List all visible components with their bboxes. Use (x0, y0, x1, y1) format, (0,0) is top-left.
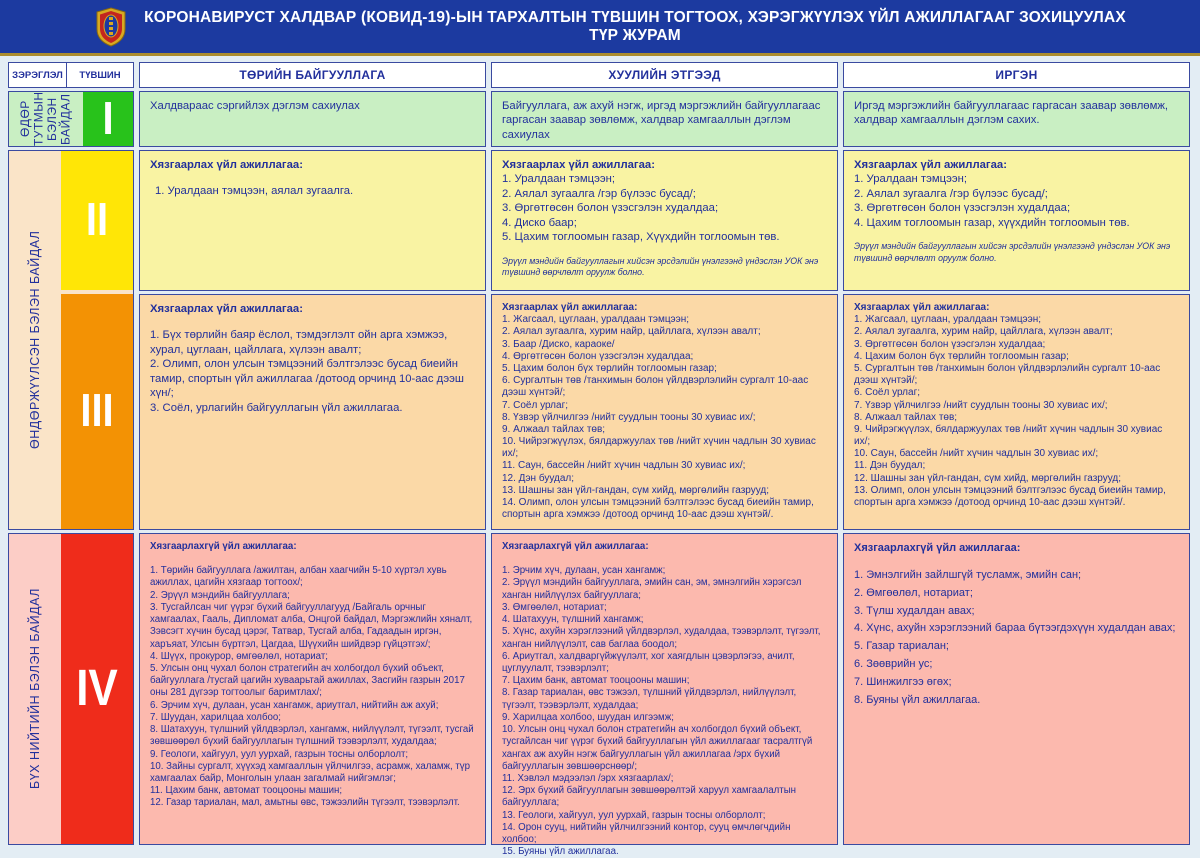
gold-divider (0, 53, 1200, 56)
list-item: 8. Шатахуун, түлшний үйлдвэрлэл, хангамж, нийлүүлэлт, түгээлт, тусгай зөвшөөрөл бүхий байгууллагын түлшний тээвэрлэлт, худалдаа; (150, 724, 474, 748)
list-item: 3. Өмгөөлөл, нотариат; (502, 601, 607, 613)
cell-level2-citizen (843, 150, 1190, 291)
readiness-group-public-label: БҮХ НИЙТИЙН БЭЛЭН БАЙДАЛ (28, 588, 42, 790)
list-item: 2. Аялал зугаалга, хурим найр, цайллага, хүлээн авалт; (502, 326, 761, 338)
cell-level1-legal-entity (491, 91, 838, 147)
cell-level3-citizen (843, 294, 1190, 530)
list-item: 7. Цахим банк, автомат тооцооны машин; (502, 675, 690, 687)
list-item: 13. Олимп, олон улсын тэмцээний бэлтгэлээс бусад биеийн тамир, спортын арга хэмжээ /дотоод орчинд 10-аас дээш хүнтэй/. (854, 484, 1166, 508)
list-item: 3. Өргөтгөсөн болон үзэсгэлэн худалдаа; (854, 338, 1046, 350)
list-item: 10. Саун, бассейн /нийт хүчин чадлын 30 хувиас их/; (854, 448, 1099, 460)
emergency-shield-logo-icon (95, 7, 127, 47)
list-item: 2. Өмгөөлөл, нотариат; (854, 586, 973, 599)
list-item: 7. Үзвэр үйлчилгээ /нийт суудлын тооны 30 хувиас их/; (854, 399, 1108, 411)
list-item: 4. Өргөтгөсөн болон үзэсгэлэн худалдаа; (502, 350, 694, 362)
list-item: 2. Аялал зугаалга /гэр бүлээс бусад/; (502, 187, 696, 200)
list-item: 12. Дэн буудал; (502, 472, 575, 484)
restriction-list (502, 314, 827, 521)
cell-heading: Хязгаарлахгүй үйл ажиллагаа: (502, 541, 649, 552)
list-item: 1. Уралдаан тэмцээн; (854, 173, 968, 186)
list-item: 10. Зайны сургалт, хүүхэд хамгааллын үйлчилгээ, асрамж, халамж, түр хамгаалах байр, Монголын улаан загалмай нийгэмлэг; (150, 760, 471, 784)
column-header-citizen: ИРГЭН (843, 62, 1190, 88)
risk-assessment-note: Эрүүл мэндийн байгууллагын хийсэн эрсдэлийн үнэлгээнд үндэслэн УОК энэ түвшинд өөрчлөлт оруулж болно. (502, 255, 819, 278)
list-item: 5. Хүнс, ахуйн хэрэглээний үйлдвэрлэл, худалдаа, тээвэрлэлт, түгээлт, ханган нийлүүлэлт, сав баглаа боодол; (502, 626, 821, 650)
cell-heading: Хязгаарлах үйл ажиллагаа: (150, 303, 303, 315)
list-item: 11. Саун, бассейн /нийт хүчин чадлын 30 хувиас их/; (502, 460, 746, 472)
restriction-list (854, 314, 1179, 509)
list-item: 2. Олимп, олон улсын тэмцээний бэлтгэлээс бусад биеийн тамир, спортын үйл ажиллагаа /дотоод орчинд 10-аас дээш хүн/; (150, 358, 464, 400)
list-item: 13. Геологи, хайгуул, уул уурхай, газрын тосны олборлолт; (502, 809, 766, 821)
cell-heading: Хязгаарлах үйл ажиллагаа: (502, 302, 638, 313)
allowed-activity-list (854, 568, 1179, 708)
cell-level2-state-org (139, 150, 486, 291)
list-item: 6. Сургалтын төв /танхимын болон үйлдвэрлэлийн сургалт 10-аас дээш хүнтэй/; (502, 375, 809, 399)
cell-level1-state-org (139, 91, 486, 147)
list-item: 3. Түлш худалдан авах; (854, 604, 975, 617)
readiness-group-daily-label: ӨДӨР ТУТМЫН БЭЛЭН БАЙДАЛ (18, 91, 73, 147)
list-item: 4. Цахим болон бүх төрлийн тоглоомын газар; (854, 350, 1069, 362)
list-item: 2. Эрүүл мэндийн байгууллага; (150, 589, 290, 601)
cell-heading: Хязгаарлах үйл ажиллагаа: (854, 159, 1007, 171)
list-item: 4. Шатахуун, түлшний хангамж; (502, 614, 644, 626)
allowed-activity-list (150, 565, 475, 809)
list-item: 7. Шуудан, харилцаа холбоо; (150, 711, 281, 723)
cell-heading: Хязгаарлахгүй үйл ажиллагаа: (150, 541, 297, 552)
list-item: 11. Хэвлэл мэдээлэл /эрх хязгаарлах/; (502, 772, 674, 784)
risk-assessment-note: Эрүүл мэндийн байгууллагын хийсэн эрсдэлийн үнэлгээнд үндэслэн УОК энэ түвшинд өөрчлөлт оруулж болно. (854, 241, 1171, 263)
list-item: 10. Чийрэгжүүлэх, бялдаржуулах төв /нийт хүчин чадлын 30 хувиас их/; (502, 436, 816, 460)
cell-level4-state-org (139, 533, 486, 845)
list-item: 14. Орон сууц, нийтийн үйлчилгээний контор, сууц өмчлөгчдийн холбоо; (502, 821, 791, 846)
list-item: 11. Цахим банк, автомат тооцооны машин; (150, 785, 343, 797)
cell-heading: Хязгаарлахгүй үйл ажиллагаа: (854, 542, 1021, 554)
column-header-level: ТҮВШИН (79, 69, 121, 81)
list-item: 11. Дэн буудал; (854, 460, 926, 472)
page-title: КОРОНАВИРУСТ ХАЛДВАР (КОВИД-19)-ЫН ТАРХАЛТЫН ТҮВШИН ТОГТООХ, ХЭРЭГЖҮҮЛЭХ ҮЙЛ АЖИЛЛАГААГ ЗОХИЦУУЛАХ ТҮР ЖУРАМ (144, 8, 1126, 44)
column-header-state-org: ТӨРИЙН БАЙГУУЛЛАГА (139, 62, 486, 88)
cell-level3-legal-entity (491, 294, 838, 530)
list-item: 9. Харилцаа холбоо, шуудан илгээмж; (502, 711, 674, 723)
list-item: 12. Эрх бүхий байгууллагын зөвшөөрөлтэй харуул хамгаалалтын байгууллага; (502, 785, 797, 809)
cell-level4-citizen (843, 533, 1190, 845)
list-item: 3. Баар /Диско, караоке/ (502, 338, 615, 350)
list-item: 5. Сургалтын төв /танхимын болон үйлдвэрлэлийн сургалт 10-аас дээш хүнтэй/; (854, 362, 1161, 387)
list-item: 12. Шашны зан үйл-гандан, сүм хийд, мөргөлийн газрууд; (854, 472, 1122, 484)
level-badge-4-text: IV (76, 660, 118, 717)
sidebar-header (8, 62, 134, 88)
list-item: 1. Эрчим хүч, дулаан, усан хангамж; (502, 565, 666, 577)
list-item: 4. Шүүх, прокурор, өмгөөлөл, нотариат; (150, 650, 328, 662)
list-item: 1. Уралдаан тэмцээн, аялал зугаалга. (155, 185, 354, 198)
cell-heading: Хязгаарлах үйл ажиллагаа: (854, 302, 990, 313)
list-item: 2. Аялал зугаалга, хурим найр, цайллага, хүлээн авалт; (854, 326, 1113, 338)
cell-level2-legal-entity (491, 150, 838, 291)
list-item: 1. Жагсаал, цуглаан, уралдаан тэмцээн; (502, 314, 690, 326)
restriction-list (854, 172, 1179, 230)
column-header-legal-entity: ХУУЛИЙН ЭТГЭЭД (491, 62, 838, 88)
list-item: 4. Цахим тоглоомын газар, хүүхдийн тоглоомын төв. (854, 216, 1130, 229)
level-badge-2-text: II (85, 194, 109, 246)
list-item: 6. Соёл урлаг; (854, 387, 921, 399)
list-item: 8. Буяны үйл ажиллагаа. (854, 693, 981, 706)
list-item: 5. Газар тариалан; (854, 640, 949, 653)
list-item: 1. Бүх төрлийн баяр ёслол, тэмдэглэлт ойн арга хэмжээ, хурал, цуглаан, цайллага, хүлээн авалт; (150, 329, 448, 356)
list-item: 12. Газар тариалан, мал, амьтны өвс, тэжээлийн түгээлт, тээвэрлэлт. (150, 797, 460, 809)
list-item: 3. Өргөтгөсөн болон үзэсгэлэн худалдаа; (854, 202, 1071, 215)
list-item: 3. Өргөтгөсөн болон үзэсгэлэн худалдаа; (502, 202, 719, 215)
allowed-activity-list (502, 565, 827, 858)
list-item: 5. Улсын онц чухал болон стратегийн ач холбогдол бүхий объект, байгууллага /тусгай цагийн хуваарьтай ажиллах, Засгийн газрын 2017 оны 281 дүгээр тогтоолыг баримтлах/; (150, 662, 465, 699)
list-item: 9. Алжаал тайлах төв; (502, 423, 606, 435)
level-badge-2 (61, 151, 133, 290)
list-item: 4. Диско баар; (502, 216, 577, 229)
readiness-group-daily (8, 91, 134, 147)
level-badge-1-text: I (102, 93, 114, 144)
list-item: 4. Хүнс, ахуйн хэрэглээний бараа бүтээгдэхүүн худалдан авах; (854, 622, 1176, 635)
levels-table (8, 62, 1192, 858)
list-item: 6. Зөөврийн ус; (854, 658, 933, 671)
list-item: 15. Буяны үйл ажиллагаа. (502, 846, 619, 858)
list-item: 1. Уралдаан тэмцээн; (502, 173, 616, 186)
cell-text: Халдвараас сэргийлэх дэглэм сахиулах (150, 100, 360, 112)
level-badge-3 (61, 294, 133, 529)
cell-text: Иргэд мэргэжлийн байгууллагаас гаргасан заавар зөвлөмж, халдвар хамгааллын дэглэм сахих. (854, 100, 1169, 127)
level-badge-1 (83, 92, 133, 146)
list-item: 1. Төрийн байгууллага /ажилтан, албан хаагчийн 5-10 хүртэл хувь ажиллах, цагийн хязгаар тогтоох/; (150, 565, 447, 589)
restriction-list (150, 328, 475, 415)
cell-text: Байгууллага, аж ахуй нэгж, иргэд мэргэжлийн байгууллагаас гаргасан заавар зөвлөмж, халдвар хамгааллын дэглэм сахиулах (502, 100, 821, 141)
list-item: 7. Соёл урлаг; (502, 399, 569, 411)
list-item: 2. Эрүүл мэндийн байгууллага, эмийн сан, эм, эмнэлгийн хэрэгсэл ханган нийлүүлэх байгууллага; (502, 577, 802, 601)
restriction-list (150, 184, 475, 198)
list-item: 8. Үзвэр үйлчилгээ /нийт суудлын тооны 30 хувиас их/; (502, 411, 756, 423)
restriction-list (502, 172, 827, 244)
list-item: 8. Газар тариалан, өвс тэжээл, түлшний үйлдвэрлэл, нийлүүлэлт, түгээлт, тээвэрлэлт, худалдаа; (502, 687, 797, 711)
cell-heading: Хязгаарлах үйл ажиллагаа: (150, 159, 303, 171)
readiness-group-heightened-label: ӨНДӨРЖҮҮЛСЭН БЭЛЭН БАЙДАЛ (28, 230, 42, 450)
list-item: 6. Ариутгал, халдваргүйжүүлэлт, хог хаягдлын цэвэрлэгээ, ачилт, цуглуулалт, тээвэрлэлт; (502, 650, 795, 674)
list-item: 13. Шашны зан үйл-гандан, сүм хийд, мөргөлийн газрууд; (502, 484, 770, 496)
list-item: 9. Чийрэгжүүлэх, бялдаржуулах төв /нийт хүчин чадлын 30 хувиас их/; (854, 423, 1163, 448)
level-badge-3-text: III (80, 385, 114, 437)
cell-level3-state-org (139, 294, 486, 530)
cell-level4-legal-entity (491, 533, 838, 858)
cell-heading: Хязгаарлах үйл ажиллагаа: (502, 159, 655, 171)
cell-level1-citizen (843, 91, 1190, 147)
list-item: 3. Соёл, урлагийн байгууллагын үйл ажиллагаа. (150, 401, 403, 414)
list-item: 2. Аялал зугаалга /гэр бүлээс бусад/; (854, 187, 1048, 200)
list-item: 9. Геологи, хайгуул, уул уурхай, газрын тосны олборлолт; (150, 748, 409, 760)
list-item: 3. Тусгайлсан чиг үүрэг бүхий байгууллагууд /Байгаль орчныг хамгаалах, Гааль, Дипломат алба, Онцгой байдал, Мэргэжлийн хяналт, Зэвсэгт хүчин бусад цэрэг, Татвар, Тусгай алба, Гадаадын иргэн, харъяат, Улсын бүртгэл, Цагдаа, Шүүхийн шийдвэр гүйцэтгэх/; (150, 601, 473, 650)
list-item: 14. Олимп, олон улсын тэмцээний бэлтгэлээс бусад биеийн тамир, спортын арга хэмжээ /дотоод орчинд 10-аас дээш хүнтэй/. (502, 497, 814, 521)
list-item: 8. Алжаал тайлах төв; (854, 411, 958, 423)
list-item: 5. Цахим болон бүх төрлийн тоглоомын газар; (502, 362, 717, 374)
column-header-classification: ЗЭРЭГЛЭЛ (9, 63, 67, 87)
list-item: 5. Цахим тоглоомын газар, Хүүхдийн тоглоомын төв. (502, 231, 780, 244)
list-item: 7. Шинжилгээ өгөх; (854, 675, 952, 688)
readiness-group-heightened (8, 150, 134, 530)
list-item: 1. Жагсаал, цуглаан, уралдаан тэмцээн; (854, 314, 1042, 326)
title-bar (0, 0, 1200, 53)
level-badge-4 (61, 534, 133, 844)
list-item: 6. Эрчим хүч, дулаан, усан хангамж, ариутгал, нийтийн аж ахуй; (150, 699, 439, 711)
list-item: 10. Улсын онц чухал болон стратегийн ач холбогдол бүхий объект, тусгайлсан чиг үүрэг бүхий байгууллагын үйл ажиллагааг тасралтгүй хангах аж ахуйн нэгж байгууллагын үйл ажиллагаа /эрх бүхий байгууллагын зөвшөөрснөөр/; (502, 724, 813, 772)
readiness-group-public (8, 533, 134, 845)
list-item: 1. Эмнэлгийн зайлшгүй тусламж, эмийн сан; (854, 568, 1082, 581)
